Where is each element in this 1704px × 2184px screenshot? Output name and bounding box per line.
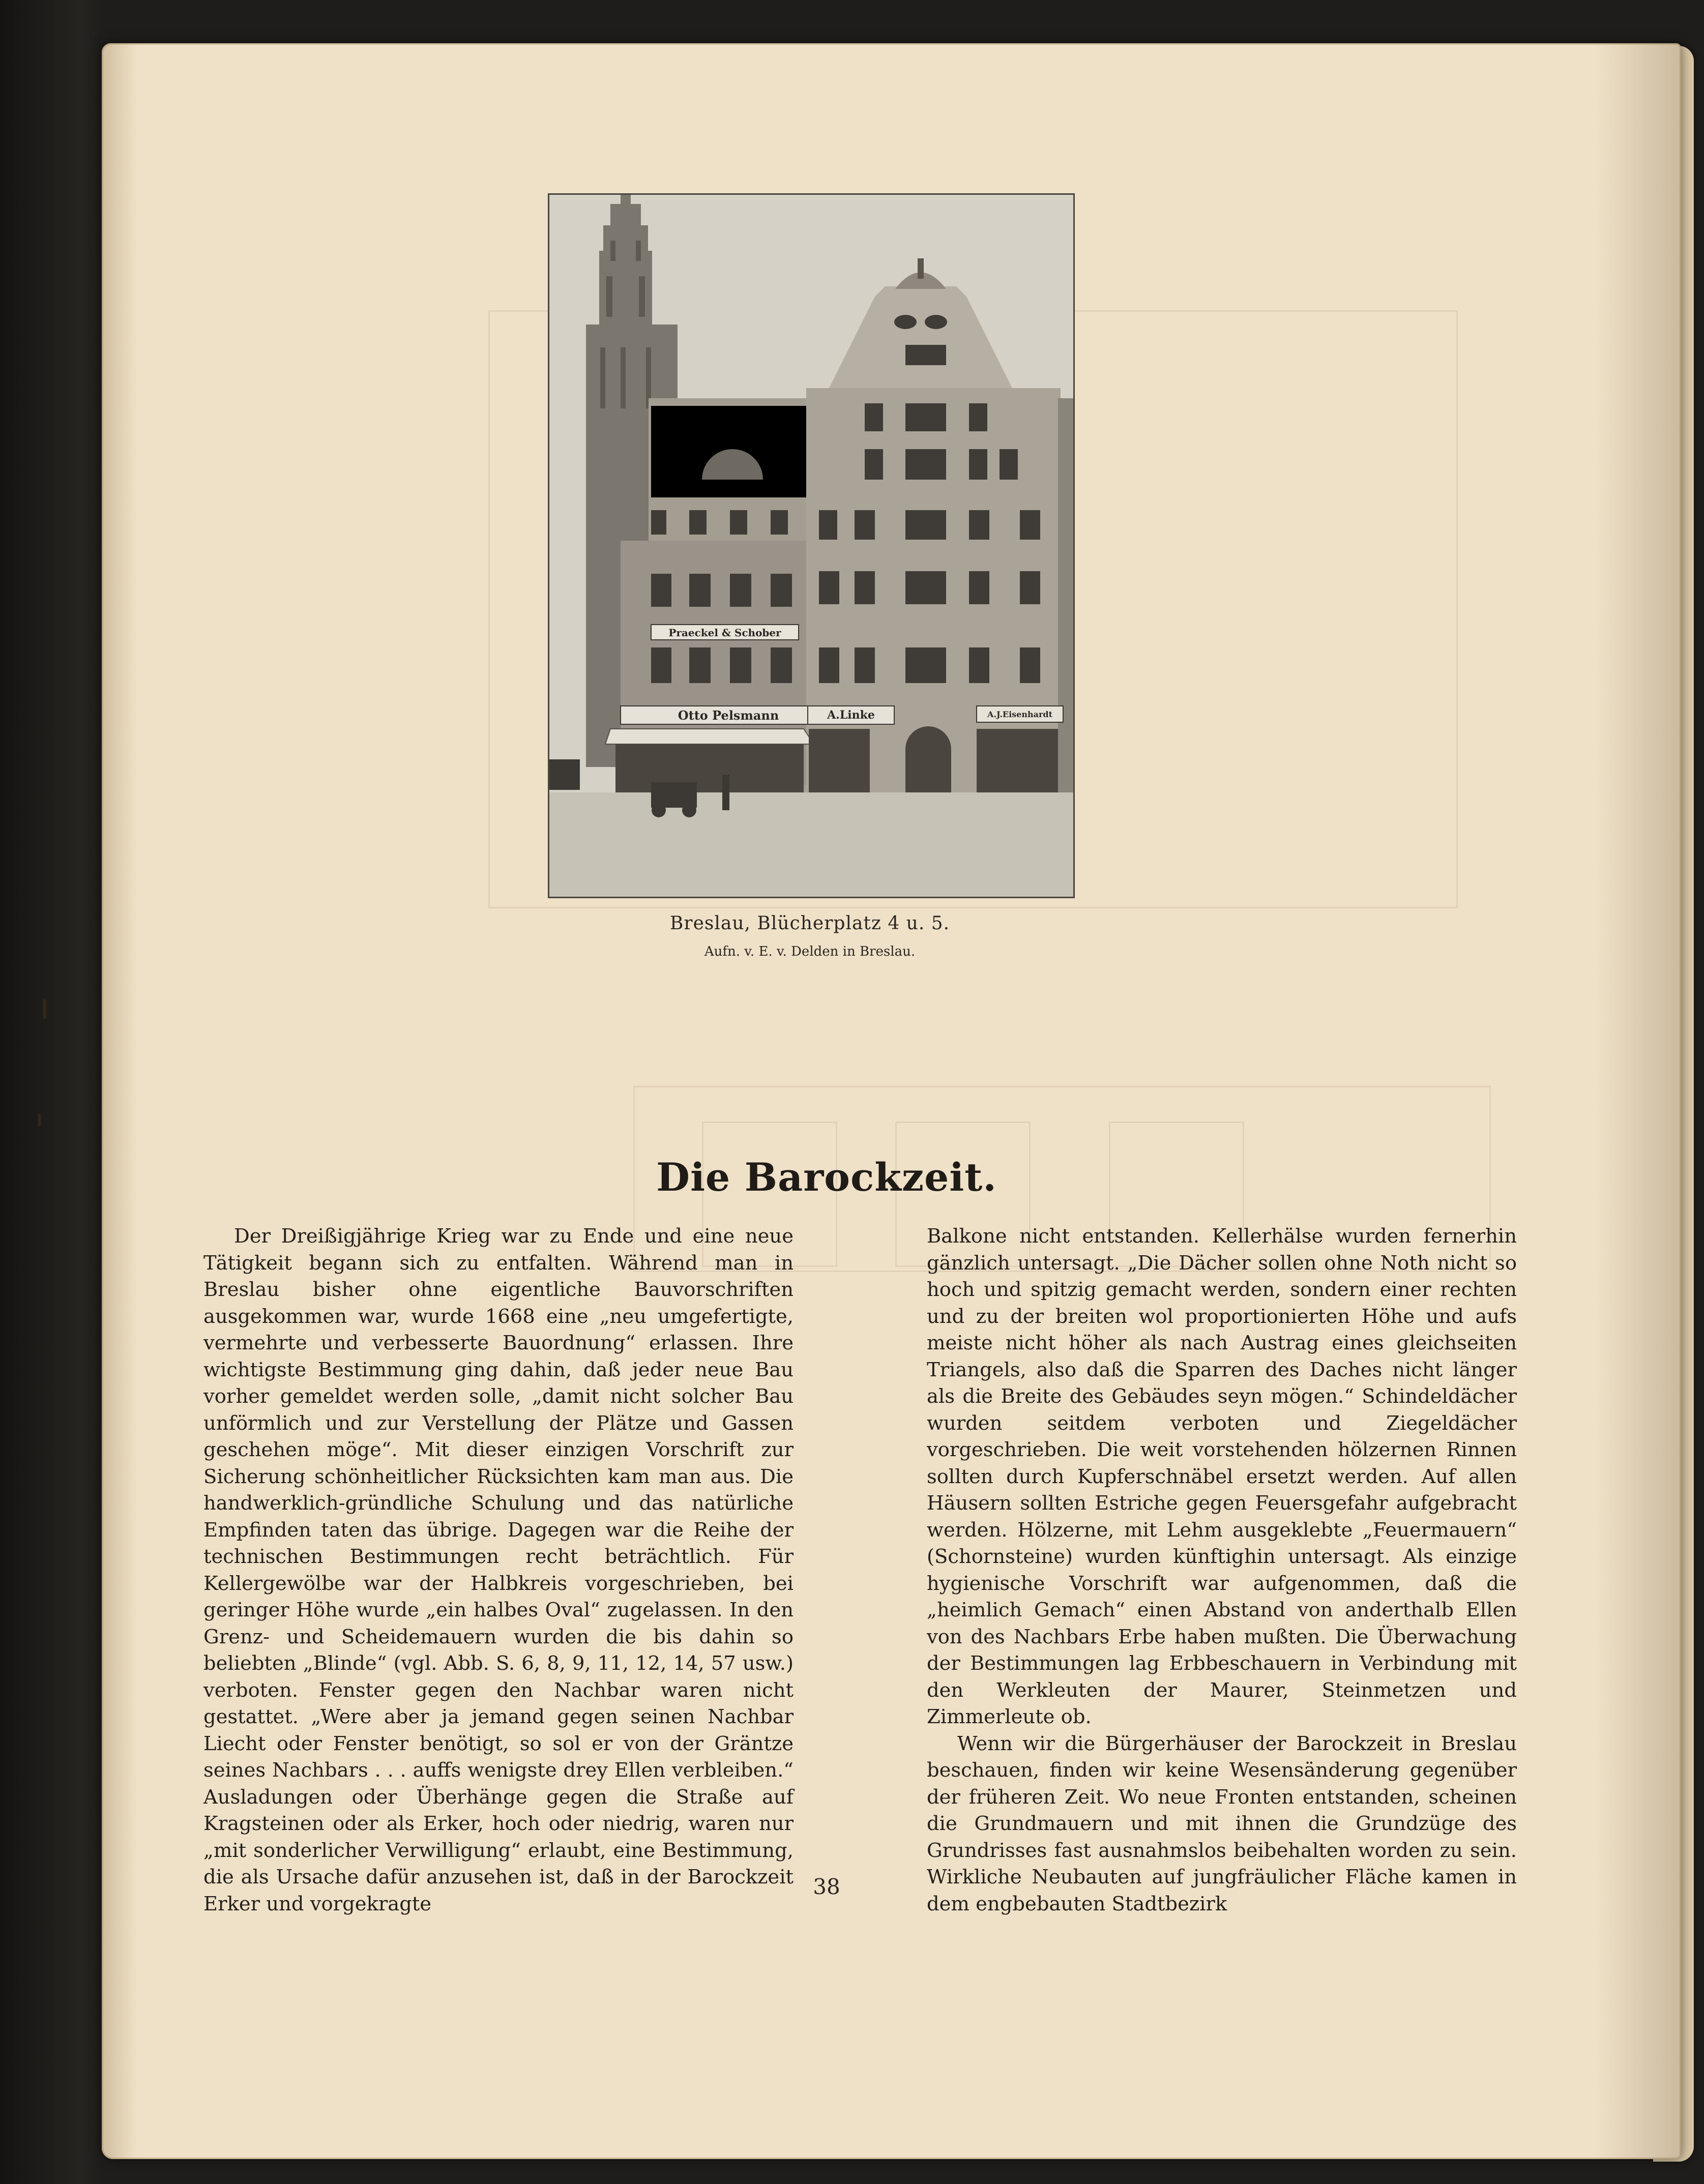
shop-sign-pelsmann: Otto Pelsmann xyxy=(678,708,779,723)
paragraph: Der Dreißigjährige Krieg war zu Ende und eine neue Tätigkeit begann sich zu entfalten. Während man in Breslau bisher ohne eigentliche Bauvorschriften ausgekommen war, wurde 1668 eine „neu umgefertigte, vermehrte und verbesserte Bauordnung“ erlassen. Ihre wichtigste Bestimmung ging dahin, daß jeder neue Bau vorher gemeldet werden solle, „damit nicht solcher Bau unförmlich und zur Verstellung der Plätze und Gassen geschehen möge“. Mit dieser einzigen Vorschrift zur Sicherung schönheitlicher Rücksichten kam man aus. Die handwerklich-gründliche Schulung und das natürliche Empfinden taten das übrige. Dagegen war die Reihe der technischen Bestimmungen recht beträchtlich. Für Kellergewölbe war der Halbkreis vorgeschrieben, bei geringer Höhe wurde „ein halbes Oval“ zugelassen. In den Grenz- und Scheidemauern wurden die bis dahin so beliebten „Blinde“ (vgl. Abb. S. 6, 8, 9, 11, 12, 14, 57 usw.) verboten. Fenster gegen den Nachbar waren nicht gestattet. „Were aber ja jemand gegen seinen Nachbar Liecht oder Fenster benötigt, so sol er von der Gräntze seines Nachbars . . . auffs wenigste drey Ellen verbleiben.“ Ausladungen oder Überhänge gegen die Straße auf Kragsteinen oder als Erker, hoch oder niedrig, waren nur „mit sonderlicher Verwilligung“ erlaubt, eine Bestimmung, die als Ursache dafür anzusehen ist, daß in der Barockzeit Erker und vorgekragte xyxy=(203,1225,794,1915)
figure-caption: Breslau, Blücherplatz 4 u. 5. xyxy=(669,913,950,934)
page-number: 38 xyxy=(813,1874,840,1899)
paper-blemish xyxy=(38,1114,41,1126)
building-photograph xyxy=(548,193,1075,898)
street xyxy=(549,792,1073,897)
paragraph: Wenn wir die Bürgerhäuser der Barockzeit in Breslau beschauen, finden wir keine Wesensänderung gegenüber der früheren Zeit. Wo neue Fronten entstanden, scheinen die Grundmauern und mit ihnen die Grundzüge des Grundrisses fast ausnahmslos beibehalten worden zu sein. Wirkliche Neubauten auf jungfräulicher Fläche kamen in dem engbebauten Stadtbezirk xyxy=(927,1732,1517,1915)
section-heading: Die Barockzeit. xyxy=(656,1155,997,1200)
text-column-left xyxy=(203,1223,794,1915)
paper-blemish xyxy=(43,999,46,1019)
shop-sign-eisenhardt: A.J.Eisenhardt xyxy=(987,710,1052,719)
shop-sign-praeckel: Praeckel & Schober xyxy=(668,627,781,639)
text-column-right xyxy=(927,1223,1517,1915)
photo-credit: Aufn. v. E. v. Delden in Breslau. xyxy=(704,944,916,959)
shop-sign-linke: A.Linke xyxy=(827,709,875,722)
paragraph: Balkone nicht entstanden. Kellerhälse wurden fernerhin gänzlich untersagt. „Die Dächer sollen ohne Noth nicht so hoch und spitzig gemacht werden, sondern einer rechten und zu der breiten wol proportionierten Höhe und aufs meiste nicht höher als nach Austrag eines gleichseiten Triangels, also daß die Sparren des Daches nicht länger als die Breite des Gebäudes seyn mögen.“ Schindeldächer wurden seitdem verboten und Ziegeldächer vorgeschrieben. Die weit vorstehenden hölzernen Rinnen sollten durch Kupferschnäbel ersetzt werden. Auf allen Häusern sollten Estriche gegen Feuersgefahr aufgebracht werden. Hölzerne, mit Lehm ausgeklebte „Feuermauern“ (Schornsteine) wurden künftighin untersagt. Als einzige hygienische Vorschrift war aufgenommen, daß die „heimlich Gemach“ einen Abstand von anderthalb Ellen von des Nachbars Erbe haben mußten. Die Überwachung der Bestimmungen lag Erbbeschauern in Verbindung mit den Werkleuten der Maurer, Steinmetzen und Zimmerleute ob. xyxy=(927,1225,1517,1728)
